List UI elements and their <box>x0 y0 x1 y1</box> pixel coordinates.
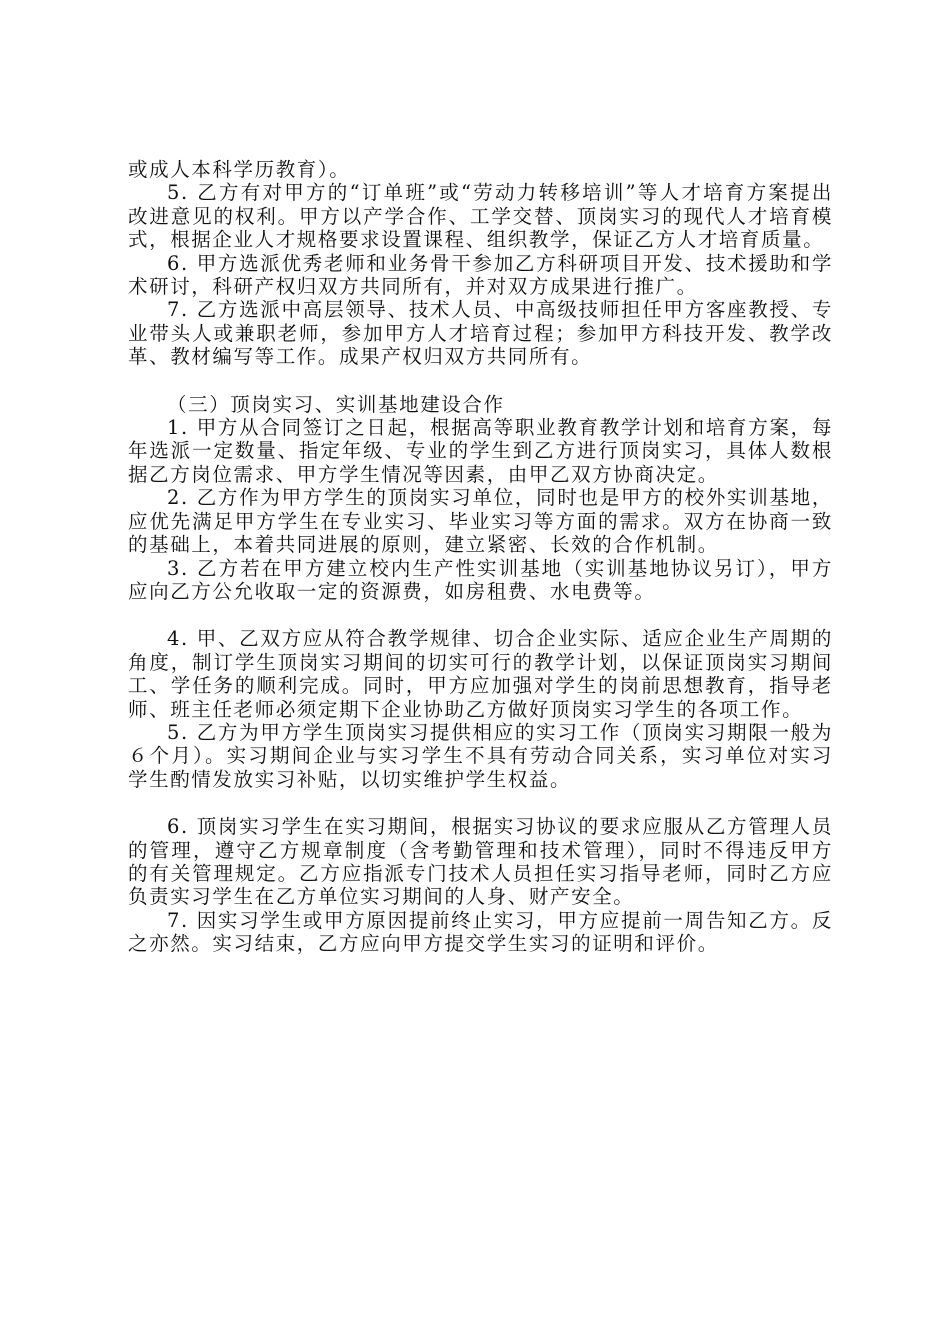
section-paragraph-6: 6. 顶岗实习学生在实习期间，根据实习协议的要求应服从乙方管理人员的管理，遵守乙方规章制度（含考勤管理和技术管理），同时不得违反甲方的有关管理规定。乙方应指派专门技术人员担任实习指导老师，同时乙方应负责实习学生在乙方单位实习期间的人身、财产安全。 <box>128 815 833 909</box>
section-paragraph-7: 7. 因实习学生或甲方原因提前终止实习，甲方应提前一周告知乙方。反之亦然。实习结束，乙方应向甲方提交学生实习的证明和评价。 <box>128 908 833 956</box>
section-paragraph-5: 5. 乙方为甲方学生顶岗实习提供相应的实习工作（顶岗实习期限一般为６个月）。实习期间企业与实习学生不具有劳动合同关系，实习单位对实习学生酌情发放实习补贴，以切实维护学生权益。 <box>128 720 833 791</box>
section-spacer <box>128 369 833 393</box>
section-paragraph-4: 4. 甲、乙双方应从符合教学规律、切合企业实际、适应企业生产周期的角度，制订学生顶岗实习期间的切实可行的教学计划，以保证顶岗实习期间工、学任务的顺利完成。同时，甲方应加强对学生的岗前思想教育，指导老师、班主任老师必须定期下企业协助乙方做好顶岗实习学生的各项工作。 <box>128 627 833 721</box>
paragraph-continuation: 或成人本科学历教育）。 <box>128 158 351 181</box>
paragraph-item-7: 7. 乙方选派中高层领导、技术人员、中高级技师担任甲方客座教授、专业带头人或兼职老师，参加甲方人才培育过程；参加甲方科技开发、教学改革、教材编写等工作。成果产权归双方共同所有。 <box>128 298 833 369</box>
document-body <box>128 158 833 956</box>
section-heading: （三）顶岗实习、实训基地建设合作 <box>167 392 505 416</box>
section-paragraph-1: 1. 甲方从合同签订之日起，根据高等职业教育教学计划和培育方案，每年选派一定数量、指定年级、专业的学生到乙方进行顶岗实习，具体人数根据乙方岗位需求、甲方学生情况等因素，由甲乙双方协商决定。 <box>128 416 833 486</box>
section-paragraph-2: 2. 乙方作为甲方学生的顶岗实习单位，同时也是甲方的校外实训基地，应优先满足甲方学生在专业实习、毕业实习等方面的需求。双方在协商一致的基础上，本着共同进展的原则，建立紧密、长效的合作机制。 <box>128 486 833 557</box>
paragraph-spacer <box>128 603 833 627</box>
paragraph-spacer <box>128 791 833 815</box>
section-paragraph-3: 3. 乙方若在甲方建立校内生产性实训基地（实训基地协议另订），甲方应向乙方公允收取一定的资源费，如房租费、水电费等。 <box>128 556 833 603</box>
paragraph-item-5: 5. 乙方有对甲方的“订单班”或“劳动力转移培训”等人才培育方案提出改进意见的权利。甲方以产学合作、工学交替、顶岗实习的现代人才培育模式，根据企业人才规格要求设置课程、组织教学，保证乙方人才培育质量。 <box>128 181 833 252</box>
paragraph-item-6: 6. 甲方选派优秀老师和业务骨干参加乙方科研项目开发、技术援助和学术研讨，科研产权归双方共同所有，并对双方成果进行推广。 <box>128 251 833 299</box>
